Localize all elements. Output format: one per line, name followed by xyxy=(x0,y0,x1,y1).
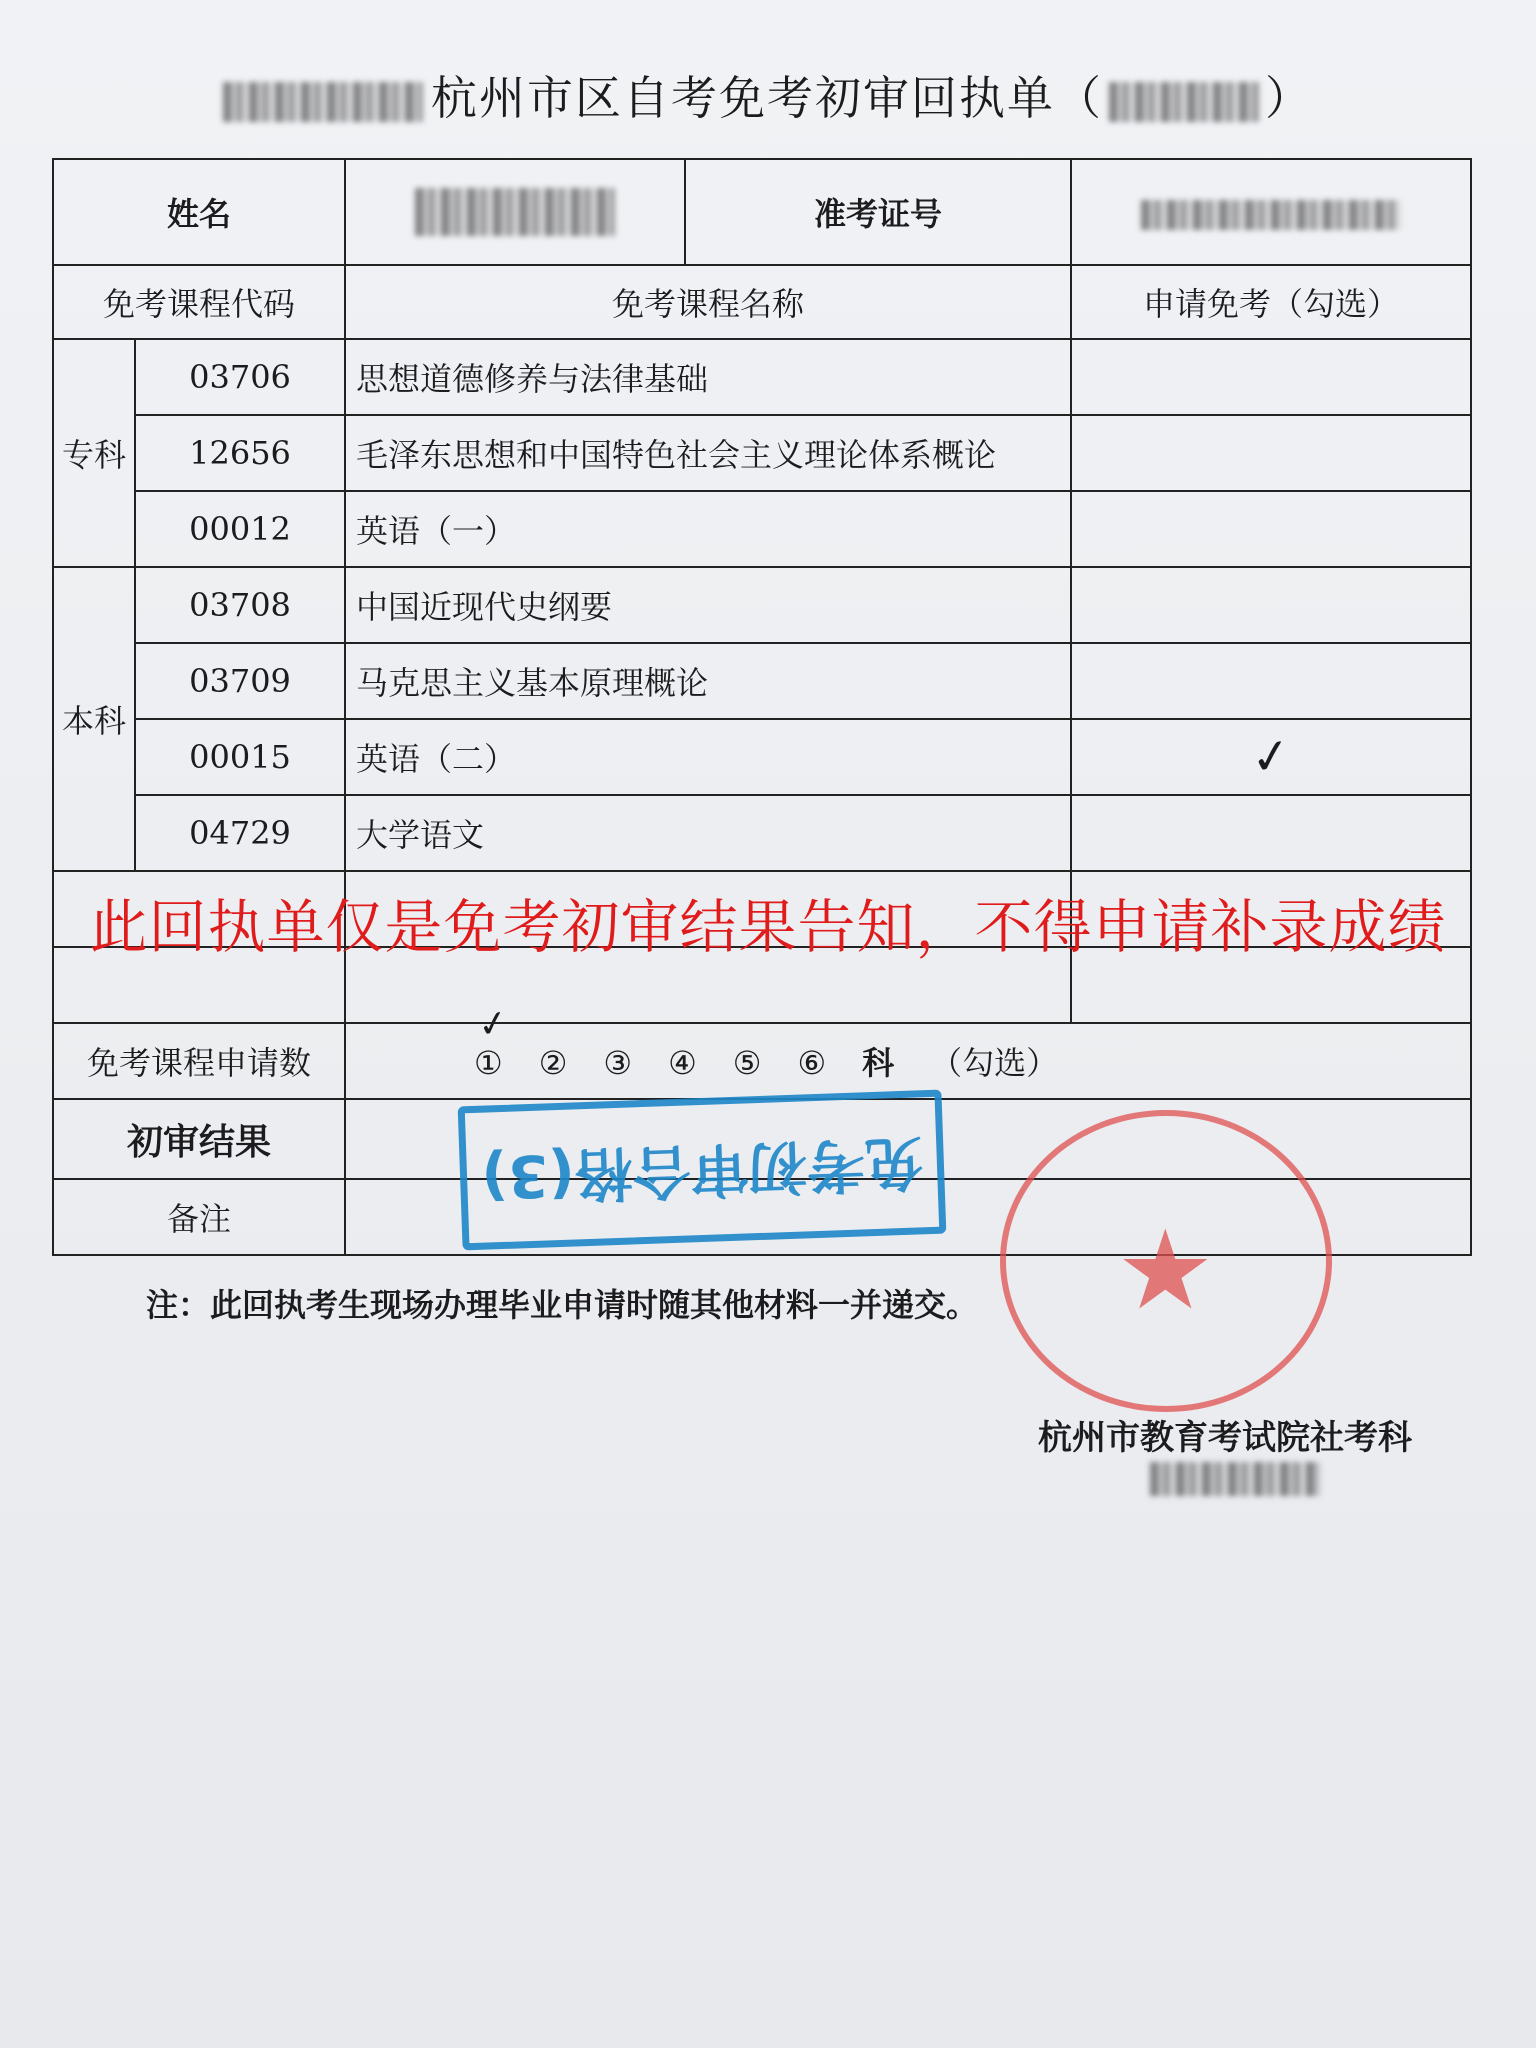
course-name: 中国近现代史纲要 xyxy=(345,567,1071,643)
course-header: 免考课程名称 xyxy=(345,265,1071,339)
name-label: 姓名 xyxy=(53,159,345,265)
table-row xyxy=(53,795,1471,871)
result-label: 初审结果 xyxy=(53,1099,345,1179)
course-code: 00015 xyxy=(135,719,345,795)
course-code: 00012 xyxy=(135,491,345,567)
course-code: 03706 xyxy=(135,339,345,415)
footnote: 注：此回执考生现场办理毕业申请时随其他材料一并递交。 xyxy=(146,1286,979,1324)
remark-label: 备注 xyxy=(53,1179,345,1255)
official-seal-icon xyxy=(1000,1110,1332,1412)
issuer: 杭州市教育考试院社考科 xyxy=(1038,1418,1412,1458)
name-value xyxy=(345,159,685,265)
count-option[interactable]: ③ xyxy=(603,1044,633,1082)
course-name: 英语（二） xyxy=(345,719,1071,795)
count-option[interactable]: ⑤ xyxy=(732,1044,762,1082)
redacted-ticket-number xyxy=(1141,200,1401,230)
redacted-name xyxy=(415,188,615,236)
seal-star-icon: ★ xyxy=(1116,1206,1215,1334)
apply-check[interactable] xyxy=(1071,567,1471,643)
table-row xyxy=(53,491,1471,567)
group-label: 专科 xyxy=(53,339,135,567)
redacted-year xyxy=(223,82,423,122)
approval-stamp: 免考初审合格(3) xyxy=(458,1090,947,1251)
table-row xyxy=(53,415,1471,491)
ticket-label: 准考证号 xyxy=(685,159,1071,265)
count-unit: 科 xyxy=(862,1044,895,1082)
redacted-issue-date xyxy=(1150,1462,1320,1496)
count-options xyxy=(345,1023,1471,1099)
group-label: 本科 xyxy=(53,567,135,871)
ticket-value xyxy=(1071,159,1471,265)
course-name: 思想道德修养与法律基础 xyxy=(345,339,1071,415)
exemption-table xyxy=(52,158,1472,1256)
course-name: 毛泽东思想和中国特色社会主义理论体系概论 xyxy=(345,415,1071,491)
redacted-period xyxy=(1109,82,1259,122)
count-check-mark-icon: ✓ xyxy=(474,1001,512,1048)
count-label: 免考课程申请数 xyxy=(53,1023,345,1099)
count-option[interactable]: ⑥ xyxy=(797,1044,827,1082)
course-code: 12656 xyxy=(135,415,345,491)
table-row xyxy=(53,719,1471,795)
course-code: 03709 xyxy=(135,643,345,719)
count-option[interactable]: ② xyxy=(538,1044,568,1082)
form-title: 杭州市区自考免考初审回执单（ ） xyxy=(0,62,1536,128)
code-header: 免考课程代码 xyxy=(53,265,345,339)
course-name: 英语（一） xyxy=(345,491,1071,567)
overlay-notice: 此回执单仅是免考初审结果告知，不得申请补录成绩 xyxy=(89,893,1447,961)
course-name: 大学语文 xyxy=(345,795,1071,871)
apply-check[interactable] xyxy=(1071,339,1471,415)
table-row xyxy=(53,567,1471,643)
apply-header: 申请免考（勾选） xyxy=(1071,265,1471,339)
course-code: 03708 xyxy=(135,567,345,643)
apply-check[interactable] xyxy=(1071,643,1471,719)
course-name: 马克思主义基本原理概论 xyxy=(345,643,1071,719)
table-row xyxy=(53,643,1471,719)
course-code: 04729 xyxy=(135,795,345,871)
apply-check[interactable] xyxy=(1071,491,1471,567)
column-header-row xyxy=(53,265,1471,339)
apply-check[interactable] xyxy=(1071,719,1471,795)
header-info-row xyxy=(53,159,1471,265)
count-option[interactable]: ① xyxy=(474,1044,503,1082)
table-row xyxy=(53,339,1471,415)
count-row xyxy=(53,1023,1471,1099)
count-hint: （勾选） xyxy=(930,1044,1059,1082)
check-mark-icon: ✓ xyxy=(1247,726,1295,788)
apply-check[interactable] xyxy=(1071,795,1471,871)
count-option[interactable]: ④ xyxy=(668,1044,697,1082)
apply-check[interactable] xyxy=(1071,415,1471,491)
